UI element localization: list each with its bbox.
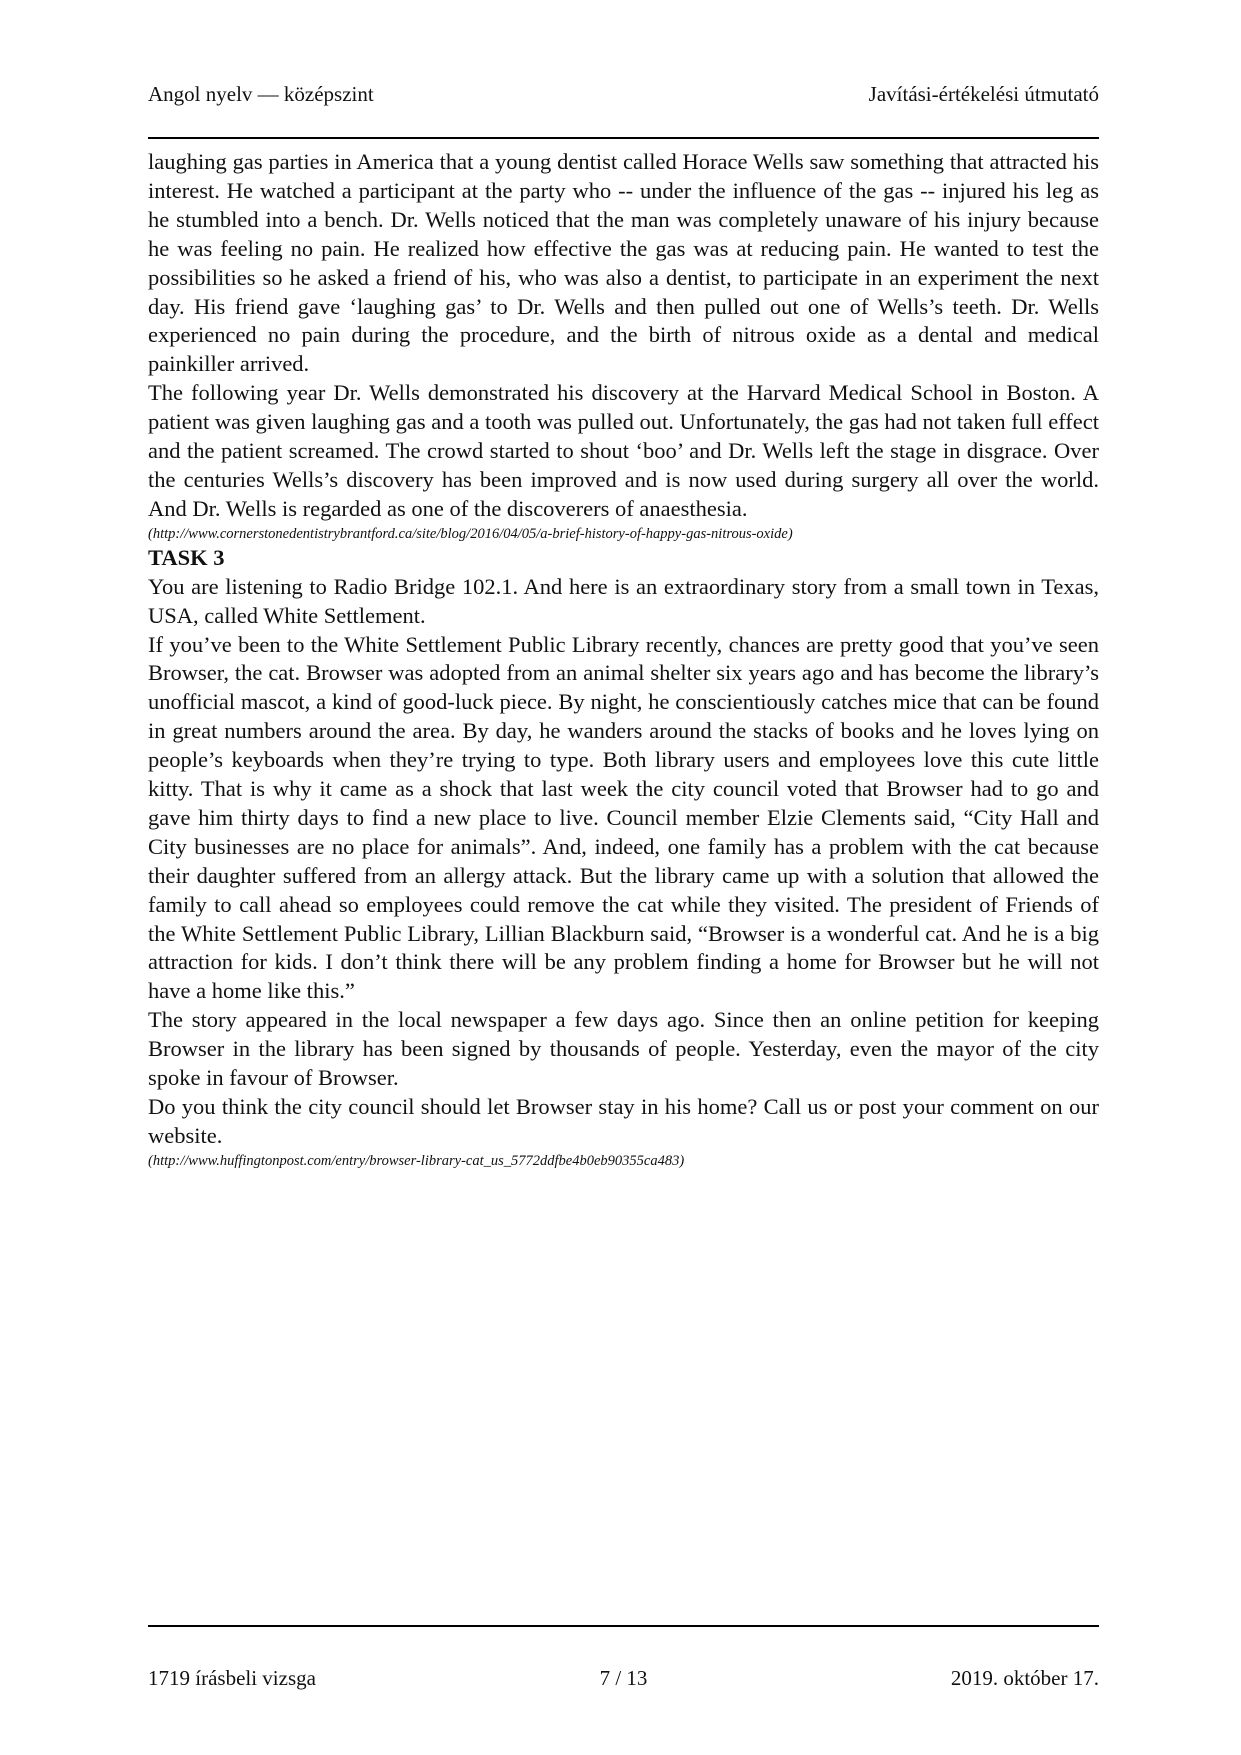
page-footer bbox=[148, 1666, 1099, 1692]
footer-exam-code: 1719 írásbeli vizsga bbox=[148, 1666, 316, 1690]
task3-heading: TASK 3 bbox=[148, 544, 225, 570]
header-rule bbox=[148, 137, 1099, 139]
task3-paragraph: If you’ve been to the White Settlement Public Library recently, chances are pretty good that you’ve seen Browser, the cat. Browser was adopted from an animal shelter six years ago and has become the library’s unofficial mascot, a kind of good-luck piece. By night, he conscientiously catches mice that can be found in great numbers around the area. By day, he wanders around the stacks of books and he loves lying on people’s keyboards when they’re trying to type. Both library users and employees love this cute little kitty. That is why it came as a shock that last week the city council voted that Browser had to go and gave him thirty days to find a new place to live. Council member Elzie Clements said, “City Hall and City businesses are no place for animals”. And, indeed, one family has a problem with the cat because their daughter suffered from an allergy attack. But the library came up with a solution that allowed the family to call ahead so employees could remove the cat while they visited. The president of Friends of the White Settlement Public Library, Lillian Blackburn said, “Browser is a wonderful cat. And he is a big attraction for kids. I don’t think there will be any problem finding a home for Browser but he will not have a home like this.” bbox=[148, 631, 1099, 1004]
task2-paragraph: The following year Dr. Wells demonstrated his discovery at the Harvard Medical School in Boston. A patient was given laughing gas and a tooth was pulled out. Unfortunately, the gas had not taken full effect and the patient screamed. The crowd started to shout ‘boo’ and Dr. Wells left the stage in disgrace. Over the centuries Wells’s discovery has been improved and is now used during surgery all over the world. And Dr. Wells is regarded as one of the discoverers of anaesthesia. bbox=[148, 380, 1099, 521]
footer-date: 2019. október 17. bbox=[950, 1666, 1099, 1690]
task3-section bbox=[148, 544, 1099, 1171]
task2-paragraph: laughing gas parties in America that a young dentist called Horace Wells saw something that attracted his interest. He watched a participant at the party who -- under the influence of the gas -- injured his leg as he stumbled into a bench. Dr. Wells noticed that the man was completely unaware of his injury because he was feeling no pain. He realized how effective the gas was at reducing pain. He wanted to test the possibilities so he asked a friend of his, who was also a dentist, to participate in an experiment the next day. His friend gave ‘laughing gas’ to Dr. Wells and then pulled out one of Wells’s teeth. Dr. Wells experienced no pain during the procedure, and the birth of nitrous oxide as a dental and medical painkiller arrived. bbox=[148, 149, 1099, 377]
header-subject: Angol nyelv — középszint bbox=[148, 82, 374, 106]
task3-paragraph: Do you think the city council should let Browser stay in his home? Call us or post your comment on our website. bbox=[148, 1094, 1099, 1148]
header-guide-title: Javítási-értékelési útmutató bbox=[868, 82, 1099, 106]
page-content bbox=[148, 148, 1099, 1171]
footer-rule bbox=[148, 1625, 1099, 1627]
task3-paragraph: The story appeared in the local newspaper a few days ago. Since then an online petition for keeping Browser in the library has been signed by thousands of people. Yesterday, even the mayor of the city spoke in favour of Browser. bbox=[148, 1007, 1099, 1091]
task2-source-citation: (http://www.cornerstonedentistrybrantford.ca/site/blog/2016/04/05/a-brief-history-of-happy-gas-nitrous-oxide) bbox=[148, 525, 793, 542]
page-header bbox=[148, 82, 1099, 108]
task3-paragraph: You are listening to Radio Bridge 102.1. And here is an extraordinary story from a small town in Texas, USA, called White Settlement. bbox=[148, 573, 1099, 628]
task3-source-citation: (http://www.huffingtonpost.com/entry/browser-library-cat_us_5772ddfbe4b0eb90355ca483) bbox=[148, 1152, 685, 1169]
task2-continuation bbox=[148, 148, 1099, 544]
document-page bbox=[148, 0, 1099, 1755]
footer-page-number: 7 / 13 bbox=[599, 1666, 648, 1690]
